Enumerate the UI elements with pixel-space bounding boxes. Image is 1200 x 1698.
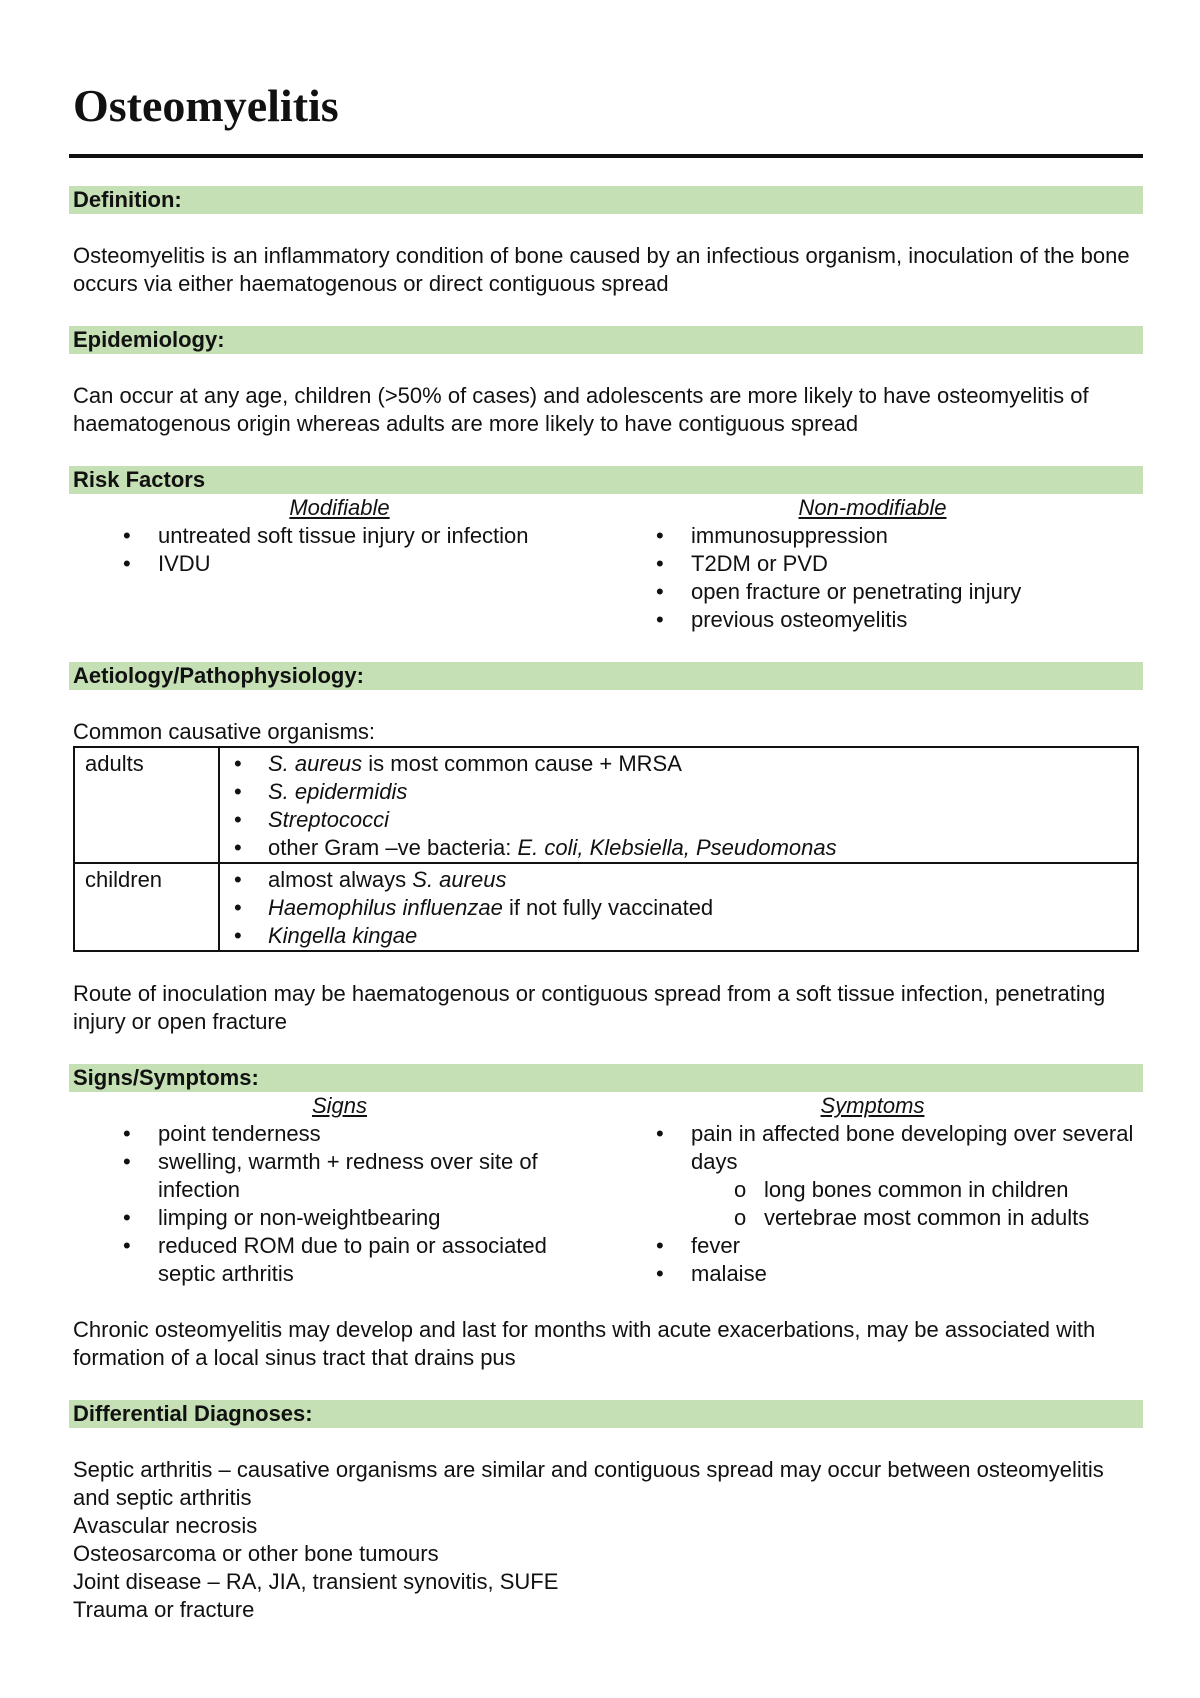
list-item: • reduced ROM due to pain or associated septic arthritis (73, 1232, 606, 1288)
document-page (73, 70, 1143, 1624)
list-item: • Haemophilus influenzae if not fully vaccinated (230, 894, 1127, 922)
differential-item: Osteosarcoma or other bone tumours (73, 1541, 439, 1566)
epidemiology-heading: Epidemiology: (69, 326, 1143, 354)
table-row (74, 863, 1138, 951)
list-item: • almost always S. aureus (230, 866, 1127, 894)
signs-symptoms-heading: Signs/Symptoms: (69, 1064, 1143, 1092)
list-item: • T2DM or PVD (606, 550, 1139, 578)
list-item: • pain in affected bone developing over several days (606, 1120, 1139, 1176)
differential-item: Trauma or fracture (73, 1597, 255, 1622)
list-item: • Streptococci (230, 806, 1127, 834)
list-item: • IVDU (73, 550, 606, 578)
differentials-heading: Differential Diagnoses: (69, 1400, 1143, 1428)
list-item: • open fracture or penetrating injury (606, 578, 1139, 606)
risk-factors-columns (73, 494, 1139, 634)
epidemiology-text: Can occur at any age, children (>50% of cases) and adolescents are more likely to have osteomyelitis of haematogenous origin whereas adults are more likely to have contiguous spread (73, 383, 1089, 436)
chronic-text: Chronic osteomyelitis may develop and last for months with acute exacerbations, may be associated with formation of a local sinus tract that drains pus (73, 1317, 1096, 1370)
signs-symptoms-columns (73, 1092, 1139, 1288)
list-item: • limping or non-weightbearing (73, 1204, 606, 1232)
list-item: • Kingella kingae (230, 922, 1127, 950)
list-item: • S. epidermidis (230, 778, 1127, 806)
signs-label: Signs (311, 1093, 368, 1118)
adults-label: adults (74, 747, 219, 863)
aetiology-heading: Aetiology/Pathophysiology: (69, 662, 1143, 690)
list-item: • fever (606, 1232, 1139, 1260)
list-item: • previous osteomyelitis (606, 606, 1139, 634)
adults-organisms (219, 747, 1138, 863)
modifiable-column (73, 494, 606, 634)
table-row (74, 747, 1138, 863)
list-item: • immunosuppression (606, 522, 1139, 550)
definition-text: Osteomyelitis is an inflammatory condition of bone caused by an infectious organism, inoculation of the bone occurs via either haematogenous or direct contiguous spread (73, 243, 1130, 296)
differential-item: Joint disease – RA, JIA, transient synovitis, SUFE (73, 1569, 559, 1594)
list-item: • swelling, warmth + redness over site of infection (73, 1148, 606, 1204)
children-label: children (74, 863, 219, 951)
children-organisms (219, 863, 1138, 951)
symptoms-label: Symptoms (820, 1093, 925, 1118)
organisms-table (73, 746, 1139, 952)
nonmodifiable-column (606, 494, 1139, 634)
sub-list-item: o vertebrae most common in adults (606, 1204, 1139, 1232)
list-item: • other Gram –ve bacteria: E. coli, Klebsiella, Pseudomonas (230, 834, 1127, 862)
symptoms-column (606, 1092, 1139, 1288)
modifiable-label: Modifiable (289, 495, 390, 520)
list-item: • S. aureus is most common cause + MRSA (230, 750, 1127, 778)
differential-item: Avascular necrosis (73, 1513, 258, 1538)
risk-factors-heading: Risk Factors (69, 466, 1143, 494)
signs-column (73, 1092, 606, 1288)
route-text: Route of inoculation may be haematogenous or contiguous spread from a soft tissue infection, penetrating injury or open fracture (73, 981, 1106, 1034)
list-item: • untreated soft tissue injury or infection (73, 522, 606, 550)
nonmodifiable-label: Non-modifiable (798, 495, 947, 520)
list-item: • point tenderness (73, 1120, 606, 1148)
list-item: • malaise (606, 1260, 1139, 1288)
differential-item: Septic arthritis – causative organisms are similar and contiguous spread may occur between osteomyelitis and septic arthritis (73, 1457, 1104, 1510)
sub-list-item: o long bones common in children (606, 1176, 1139, 1204)
page-title: Osteomyelitis (73, 80, 339, 131)
organisms-intro: Common causative organisms: (73, 719, 376, 744)
definition-heading: Definition: (69, 186, 1143, 214)
